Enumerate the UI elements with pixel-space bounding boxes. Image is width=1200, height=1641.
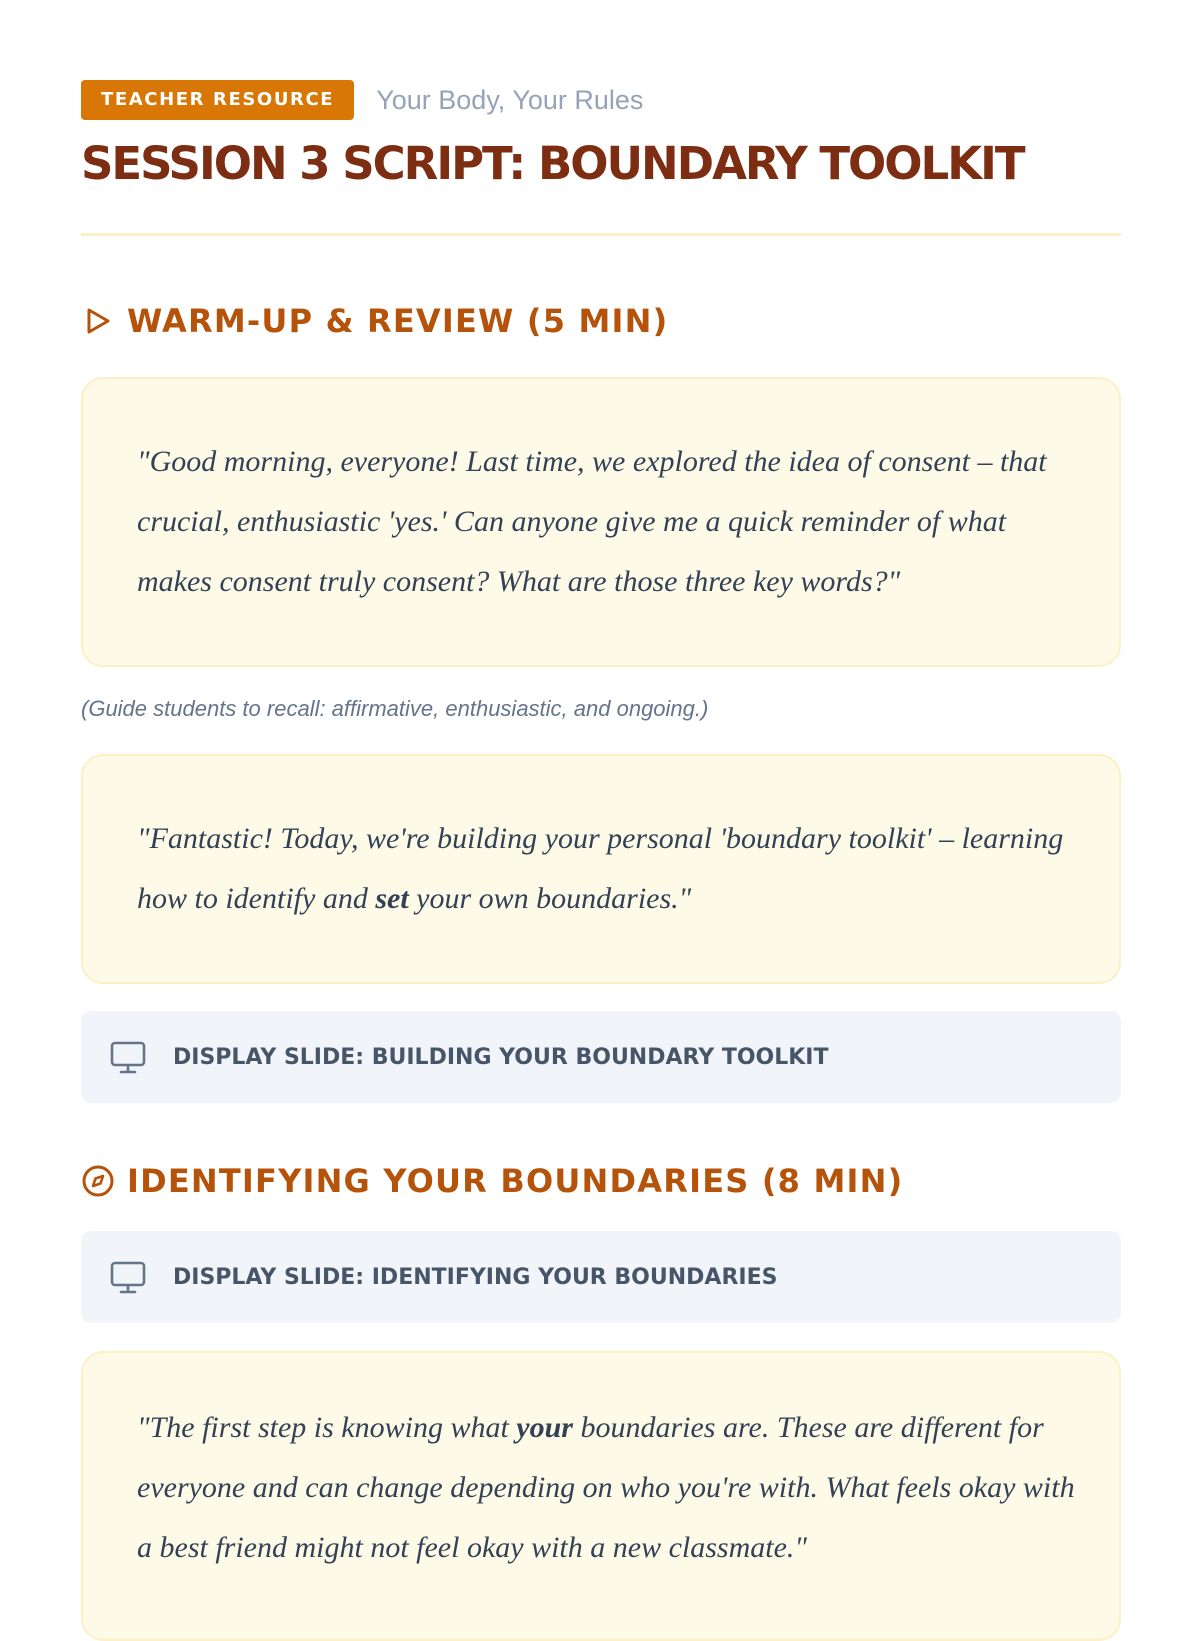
display-slide-cue	[81, 1231, 1121, 1323]
script-quote	[137, 1398, 1079, 1578]
section-heading-text: IDENTIFYING YOUR BOUNDARIES (8 MIN)	[127, 1162, 904, 1200]
display-slide-label: DISPLAY SLIDE: IDENTIFYING YOUR BOUNDARIES	[173, 1264, 778, 1290]
display-slide-cue	[81, 1011, 1121, 1103]
display-slide-label: DISPLAY SLIDE: BUILDING YOUR BOUNDARY TOOLKIT	[173, 1044, 829, 1070]
script-quote-box	[81, 1351, 1121, 1641]
section-heading-identifying	[81, 1159, 903, 1203]
resource-badge: TEACHER RESOURCE	[81, 80, 354, 120]
series-name: Your Body, Your Rules	[376, 84, 644, 115]
page-title: SESSION 3 SCRIPT: BOUNDARY TOOLKIT	[81, 137, 1024, 190]
quote-emphasis: set	[375, 882, 409, 915]
script-quote: "Good morning, everyone! Last time, we explored the idea of consent – that crucial, enthusiastic 'yes.' Can anyone give me a quick reminder of what makes consent truly consent? What are those three key words?"	[137, 445, 1047, 598]
quote-text-part: your own boundaries."	[408, 882, 692, 915]
section-heading-warm-up	[81, 299, 668, 343]
quote-text-part: boundaries are. These are different for everyone and can change depending on who you're with. What feels okay with a best friend might not feel okay with a new classmate."	[137, 1411, 1075, 1564]
script-quote-box	[81, 754, 1121, 984]
compass-icon	[81, 1164, 115, 1198]
quote-text-part: "The first step is knowing what	[137, 1411, 517, 1444]
header-row	[81, 80, 643, 120]
quote-emphasis: your	[516, 1411, 573, 1444]
monitor-icon	[109, 1038, 147, 1076]
section-heading-text: WARM-UP & REVIEW (5 MIN)	[127, 302, 669, 340]
quote-text-part: "Fantastic! Today, we're building your personal 'boundary toolkit' – learning how to identify and	[137, 822, 1064, 915]
teacher-note: (Guide students to recall: affirmative, enthusiastic, and ongoing.)	[81, 696, 709, 721]
monitor-icon	[109, 1258, 147, 1296]
script-quote-box	[81, 377, 1121, 667]
header-divider	[81, 233, 1121, 236]
script-quote	[137, 809, 1079, 929]
play-icon	[81, 304, 115, 338]
